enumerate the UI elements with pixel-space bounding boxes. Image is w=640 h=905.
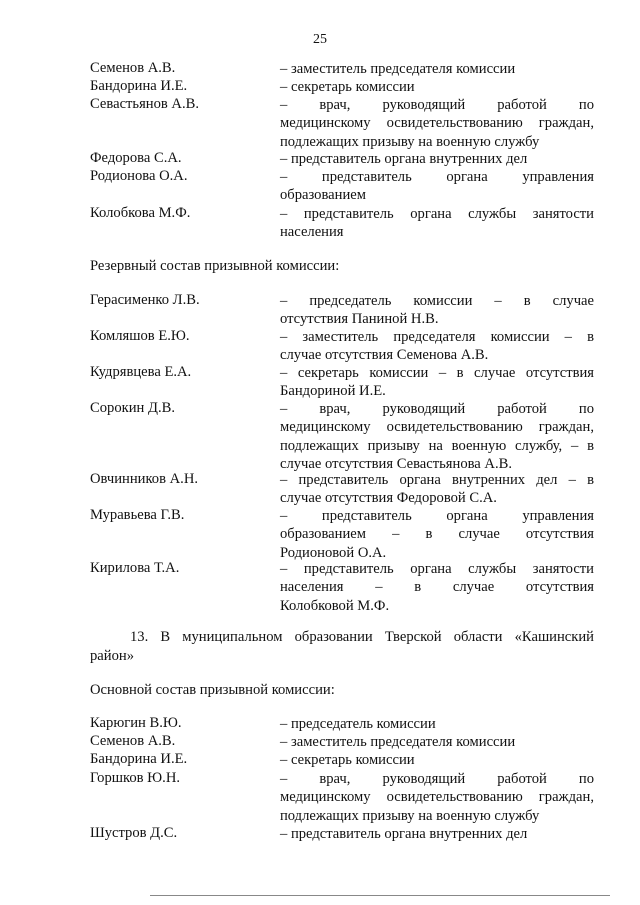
role-line: – представитель органа управления [280, 508, 594, 524]
role-line: – председатель комиссии [280, 716, 436, 732]
role-line: – представитель органа службы занятости [280, 206, 594, 222]
role-line: образованием – в случае отсутствия [280, 526, 594, 543]
role-line: Родионовой О.А. [280, 544, 387, 561]
member-name: Бандорина И.Е. [90, 78, 188, 94]
member-name: Семенов А.В. [90, 733, 176, 749]
role-line: – заместитель председателя комиссии [280, 61, 516, 77]
member-role [280, 168, 594, 205]
member-role [280, 825, 594, 843]
member-name: Горшков Ю.Н. [90, 770, 181, 786]
role-line: медицинскому освидетельствованию граждан, [280, 789, 594, 806]
member-role [280, 715, 594, 733]
reserve-heading: Резервный состав призывной комиссии: [90, 258, 340, 274]
role-line: Колобковой М.Ф. [280, 597, 390, 614]
role-line: – секретарь комиссии [280, 79, 415, 95]
member-name: Родионова О.А. [90, 168, 188, 184]
member-name: Муравьева Г.В. [90, 507, 185, 523]
member-name: Колобкова М.Ф. [90, 205, 191, 221]
role-line: населения [280, 224, 344, 241]
role-line: – секретарь комиссии – в случае отсутствия [280, 365, 594, 381]
section-13-paragraph [90, 628, 594, 666]
member-name: Федорова С.А. [90, 150, 182, 166]
role-line: – заместитель председателя комиссии – в [280, 329, 594, 345]
member-role [280, 292, 594, 329]
role-line: – врач, руководящий работой по [280, 771, 594, 787]
role-line: образованием [280, 187, 366, 204]
page-bottom-rule [150, 895, 610, 896]
role-line: отсутствия Паниной Н.В. [280, 311, 439, 328]
member-name: Герасименко Л.В. [90, 292, 200, 308]
member-role [280, 770, 594, 825]
role-line: – председатель комиссии – в случае [280, 293, 594, 309]
role-line: случае отсутствия Федоровой С.А. [280, 490, 497, 507]
member-name: Карюгин В.Ю. [90, 715, 182, 731]
member-role [280, 507, 594, 562]
member-role [280, 471, 594, 508]
member-role [280, 60, 594, 78]
member-role [280, 733, 594, 751]
member-name: Севастьянов А.В. [90, 96, 200, 112]
role-line: – представитель органа управления [280, 169, 594, 185]
role-line: медицинскому освидетельствованию граждан, [280, 419, 594, 436]
member-name: Бандорина И.Е. [90, 751, 188, 767]
member-role [280, 78, 594, 96]
role-line: – врач, руководящий работой по [280, 401, 594, 417]
member-role [280, 96, 594, 151]
role-line: случае отсутствия Севастьянова А.В. [280, 456, 513, 473]
role-line: населения – в случае отсутствия [280, 579, 594, 596]
role-line: – представитель органа внутренних дел [280, 826, 528, 842]
member-name: Семенов А.В. [90, 60, 176, 76]
role-line: подлежащих призыву на военную службу, – в [280, 437, 594, 454]
member-role [280, 328, 594, 365]
role-line: – представитель органа внутренних дел [280, 151, 528, 167]
role-line: – представитель органа внутренних дел – в [280, 472, 594, 488]
member-name: Кудрявцева Е.А. [90, 364, 192, 380]
role-line: подлежащих призыву на военную службу [280, 133, 540, 150]
paragraph-line: 13. В муниципальном образовании Тверской области «Кашинский [130, 629, 594, 645]
member-role [280, 205, 594, 242]
role-line: – представитель органа службы занятости [280, 561, 594, 577]
member-name: Овчинников А.Н. [90, 471, 199, 487]
main-heading: Основной состав призывной комиссии: [90, 682, 335, 698]
role-line: – секретарь комиссии [280, 752, 415, 768]
role-line: – заместитель председателя комиссии [280, 734, 516, 750]
member-name: Комляшов Е.Ю. [90, 328, 190, 344]
member-name: Сорокин Д.В. [90, 400, 175, 416]
role-line: Бандориной И.Е. [280, 383, 386, 400]
member-role [280, 364, 594, 401]
member-role [280, 560, 594, 615]
role-line: – врач, руководящий работой по [280, 97, 594, 113]
paragraph-line: район» [90, 648, 134, 664]
member-role [280, 400, 594, 474]
member-name: Шустров Д.С. [90, 825, 178, 841]
member-role [280, 751, 594, 769]
member-role [280, 150, 594, 168]
page-number: 25 [313, 32, 327, 47]
role-line: подлежащих призыву на военную службу [280, 807, 540, 824]
role-line: случае отсутствия Семенова А.В. [280, 347, 489, 364]
role-line: медицинскому освидетельствованию граждан, [280, 115, 594, 132]
member-name: Кирилова Т.А. [90, 560, 180, 576]
